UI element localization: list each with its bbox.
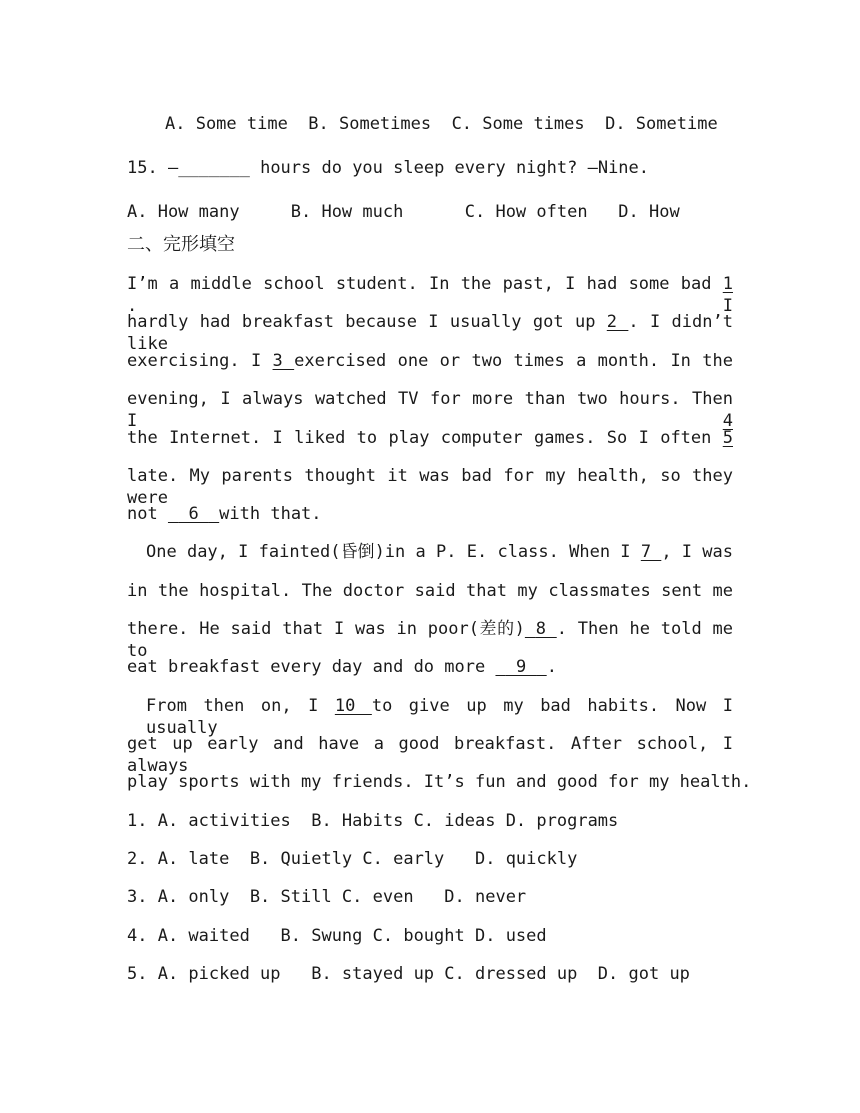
q15-options: A. How many B. How much C. How often D. How — [127, 202, 680, 222]
section-title: 二、完形填空 — [127, 234, 235, 255]
blank-7 — [641, 542, 662, 562]
q15-suffix: hours do you sleep every night? —Nine. — [249, 158, 650, 178]
passage-line-8 — [146, 541, 733, 563]
option-line-1: 1. A. activities B. Habits C. ideas D. programs — [127, 811, 619, 831]
passage-line-11 — [127, 656, 733, 678]
passage-line-2 — [127, 311, 733, 355]
text: to give up my bad habits. Now I usually — [146, 696, 733, 738]
blank-number: 1 — [722, 274, 733, 294]
passage-line-7 — [127, 503, 733, 525]
text: exercising. I — [127, 351, 273, 371]
option-line-5: 5. A. picked up B. stayed up C. dressed up D. got up — [127, 964, 690, 984]
blank-10 — [335, 696, 372, 716]
question-15 — [127, 157, 733, 179]
text: . Then he told me to — [127, 619, 733, 661]
q15-blank: _______ — [178, 158, 250, 178]
text: . — [546, 657, 557, 677]
text: . I didn’t like — [127, 312, 733, 354]
passage-line-6: late. My parents thought it was bad for my health, so they were — [127, 466, 733, 508]
text: exercised one or two times a month. In the — [294, 351, 733, 371]
option-line-3: 3. A. only B. Still C. even D. never — [127, 887, 527, 907]
passage-line-14: play sports with my friends. It’s fun and good for my health. — [127, 772, 752, 792]
q15-prefix: 15. — — [127, 158, 179, 178]
option-line-4: 4. A. waited B. Swung C. bought D. used — [127, 926, 547, 946]
blank-number: 5 — [722, 428, 733, 448]
passage-line-9: in the hospital. The doctor said that my classmates sent me — [127, 581, 733, 601]
text: I’m a middle school student. In the past, I had some bad — [127, 274, 723, 294]
text: there. He said that I was in poor(差的) — [127, 619, 525, 639]
q14-options: A. Some time B. Sometimes C. Some times D. Sometime — [165, 114, 718, 134]
pad — [525, 619, 536, 639]
blank-3 — [273, 351, 295, 371]
blank-2 — [607, 312, 629, 332]
blank-number: 2 — [606, 312, 629, 332]
pad — [536, 657, 546, 677]
text: , I was — [661, 542, 733, 562]
blank-number: 8 — [535, 619, 557, 639]
pad — [495, 657, 505, 677]
text: One day, I fainted(昏倒)in a P. E. class. When I — [146, 542, 641, 562]
blank-5 — [723, 428, 733, 448]
blank-number: 10 — [334, 696, 372, 716]
blank-number: 4 — [722, 411, 733, 431]
passage-line-5 — [127, 427, 733, 449]
text: . I — [127, 296, 733, 316]
text: From then on, I — [146, 696, 335, 716]
option-line-2: 2. A. late B. Quietly C. early D. quickly — [127, 849, 578, 869]
text: the Internet. I liked to play computer games. So I often — [127, 428, 723, 448]
blank-number: 3 — [272, 351, 295, 371]
pad — [209, 504, 219, 524]
passage-line-4 — [127, 388, 733, 432]
pad — [168, 504, 178, 524]
blank-number: 9 — [505, 657, 537, 677]
blank-1 — [723, 274, 733, 294]
text: hardly had breakfast because I usually got up — [127, 312, 607, 332]
text: eat breakfast every day and do more — [127, 657, 496, 677]
text: not — [127, 504, 168, 524]
blank-6 — [168, 504, 219, 524]
blank-number: 7 — [640, 542, 662, 562]
blank-number: 6 — [178, 504, 209, 524]
text: evening, I always watched TV for more than two hours. Then I — [127, 389, 733, 431]
text: with that. — [219, 504, 322, 524]
blank-8 — [525, 619, 557, 639]
blank-9 — [495, 657, 546, 677]
passage-line-13: get up early and have a good breakfast. After school, I always — [127, 734, 733, 776]
passage-line-3 — [127, 350, 733, 372]
